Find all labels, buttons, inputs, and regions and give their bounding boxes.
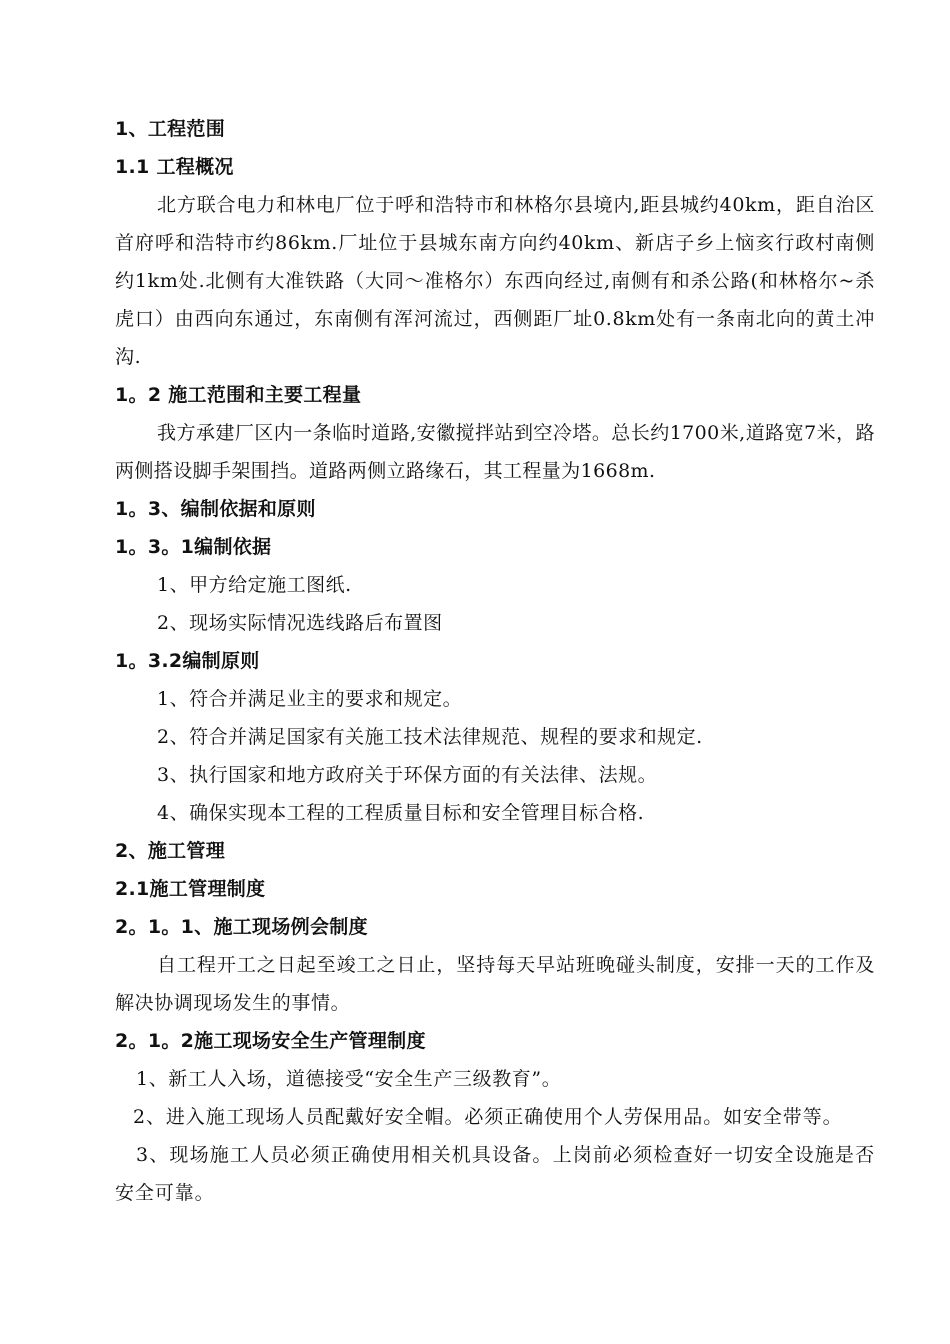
principle-item: 4、确保实现本工程的工程质量目标和安全管理目标合格.: [157, 802, 645, 824]
safety-item: 1、新工人入场，道德接受“安全生产三级教育”。: [136, 1068, 562, 1090]
principle-item: 3、执行国家和地方政府关于环保方面的有关法律、法规。: [157, 764, 658, 786]
paragraph-meeting-system: 自工程开工之日起至竣工之日止，坚持每天早站班晚碰头制度，安排一天的工作及解决协调现场发生的事情。: [115, 954, 875, 1014]
safety-item: 3、现场施工人员必须正确使用相关机具设备。上岗前必须检查好一切安全设施是否安全可靠。: [115, 1144, 875, 1204]
document-body: [115, 110, 875, 1212]
paragraph-scope: 我方承建厂区内一条临时道路,安徽搅拌站到空冷塔。总长约1700米,道路宽7米，路两侧搭设脚手架围挡。道路两侧立路缘石，其工程量为1668m.: [115, 422, 875, 482]
heading-1-3: 1。3、编制依据和原则: [115, 498, 316, 520]
basis-item: 1、甲方给定施工图纸.: [157, 574, 352, 596]
basis-item: 2、现场实际情况选线路后布置图: [157, 612, 443, 634]
heading-2-1: 2.1施工管理制度: [115, 878, 266, 900]
principle-item: 2、符合并满足国家有关施工技术法律规范、规程的要求和规定.: [157, 726, 703, 748]
heading-1-1: 1.1 工程概况: [115, 156, 234, 178]
heading-1: 1、工程范围: [115, 118, 226, 140]
safety-item: 2、进入施工现场人员配戴好安全帽。必须正确使用个人劳保用品。如安全带等。: [133, 1106, 843, 1128]
heading-1-3-1: 1。3。1编制依据: [115, 536, 272, 558]
heading-1-2: 1。2 施工范围和主要工程量: [115, 384, 362, 406]
heading-1-3-2: 1。3.2编制原则: [115, 650, 260, 672]
heading-2: 2、施工管理: [115, 840, 226, 862]
paragraph-project-overview: 北方联合电力和林电厂位于呼和浩特市和林格尔县境内,距县城约40km，距自治区首府呼和浩特市约86km.厂址位于县城东南方向约40km、新店子乡上恼亥行政村南侧约1km处.北侧有大准铁路（大同～准格尔）东西向经过,南侧有和杀公路(和林格尔~杀虎口）由西向东通过，东南侧有浑河流过，西侧距厂址0.8km处有一条南北向的黄土冲沟.: [115, 194, 875, 368]
heading-2-1-1: 2。1。1、施工现场例会制度: [115, 916, 368, 938]
principle-item: 1、符合并满足业主的要求和规定。: [157, 688, 463, 710]
heading-2-1-2: 2。1。2施工现场安全生产管理制度: [115, 1030, 426, 1052]
